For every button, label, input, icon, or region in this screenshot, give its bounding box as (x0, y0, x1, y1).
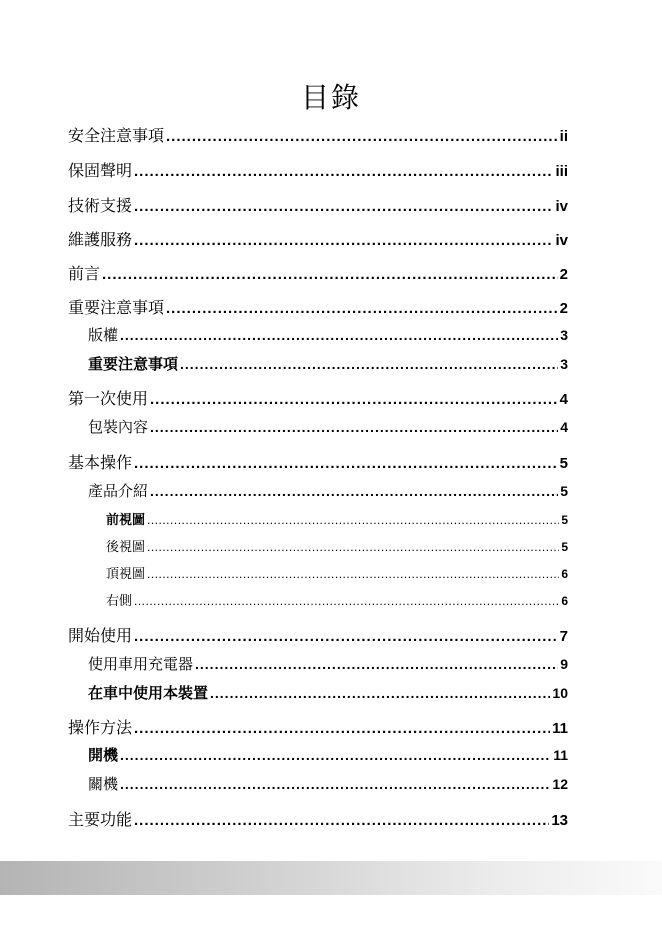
dot-leader (134, 628, 558, 645)
toc-entry[interactable] (68, 590, 568, 609)
toc-entry[interactable] (68, 295, 568, 318)
toc-entry-label: 技術支援 (68, 196, 133, 215)
page-title: 目錄 (300, 81, 361, 114)
toc-entry-label: 在車中使用本裝置 (88, 684, 209, 702)
toc-entry-label: 重要注意事項 (88, 355, 179, 373)
toc-entry[interactable] (68, 536, 568, 555)
dot-leader (134, 198, 553, 215)
toc-entry-page: 5 (559, 455, 568, 472)
toc-entry-page: 6 (561, 567, 568, 581)
toc-entry-page: 5 (561, 513, 568, 527)
dot-leader (147, 567, 559, 581)
toc-entry-page: 2 (559, 300, 568, 317)
toc-entry-label: 重要注意事項 (68, 298, 165, 317)
toc-entry[interactable] (68, 353, 568, 374)
toc-entry-page: 13 (551, 812, 568, 829)
dot-leader (120, 776, 550, 792)
toc-entry-page: 9 (560, 656, 568, 672)
toc-entry[interactable] (68, 744, 568, 765)
toc-entry-page: 7 (559, 628, 568, 645)
toc-entry[interactable] (68, 416, 568, 437)
toc-entry-label: 版權 (88, 326, 119, 344)
toc-entry[interactable] (68, 480, 568, 501)
toc-entry-page: iv (555, 198, 568, 215)
toc-entry-label: 主要功能 (68, 810, 133, 829)
toc-entry-page: 10 (552, 685, 568, 701)
toc-entry[interactable] (68, 450, 568, 473)
toc-entry-page: 3 (560, 327, 568, 343)
toc-entry-page: 6 (561, 594, 568, 608)
toc-entry-label: 操作方法 (68, 718, 133, 737)
toc-entry-label: 產品介紹 (88, 482, 149, 500)
toc-entry[interactable] (68, 324, 568, 345)
toc-entry-label: 包裝內容 (88, 418, 149, 436)
toc-entry-label: 開機 (88, 746, 119, 764)
toc-entry[interactable] (68, 158, 568, 181)
toc-entry-page: ii (559, 128, 568, 145)
dot-leader (134, 163, 553, 180)
toc-entry[interactable] (68, 386, 568, 409)
toc-entry-page: 5 (561, 540, 568, 554)
dot-leader (150, 419, 558, 435)
toc-entry-page: 4 (560, 419, 568, 435)
toc-entry[interactable] (68, 653, 568, 674)
dot-leader (210, 685, 550, 701)
toc-entry-page: iv (555, 232, 568, 249)
toc-entry-page: 4 (559, 391, 568, 408)
dot-leader (150, 483, 558, 499)
toc-entry-label: 維護服務 (68, 230, 133, 249)
toc-entry-page: 11 (553, 747, 568, 763)
dot-leader (134, 720, 550, 737)
dot-leader (134, 812, 549, 829)
dot-leader (134, 455, 558, 472)
toc-entry-page: 2 (559, 266, 568, 283)
dot-leader (134, 232, 553, 249)
toc-entry[interactable] (68, 715, 568, 738)
toc-entry-page: 5 (560, 483, 568, 499)
dot-leader (120, 747, 551, 763)
toc-entry-label: 關機 (88, 775, 119, 793)
toc-entry[interactable] (68, 623, 568, 646)
toc-entry[interactable] (68, 773, 568, 794)
toc-entry-label: 第一次使用 (68, 389, 149, 408)
toc-entry-label: 保固聲明 (68, 161, 133, 180)
toc-entry-page: iii (555, 163, 568, 180)
toc-entry-page: 12 (552, 776, 568, 792)
dot-leader (195, 656, 558, 672)
dot-leader (166, 300, 558, 317)
toc-entry-label: 使用車用充電器 (88, 655, 194, 673)
footer-gradient-bar (0, 861, 662, 895)
toc-entry[interactable] (68, 682, 568, 703)
dot-leader (102, 266, 558, 283)
dot-leader (150, 391, 558, 408)
dot-leader (166, 128, 558, 145)
dot-leader (134, 594, 559, 608)
dot-leader (180, 356, 558, 372)
dot-leader (120, 327, 558, 343)
toc-entry[interactable] (68, 193, 568, 216)
toc-entry[interactable] (68, 261, 568, 284)
toc-entry-label: 開始使用 (68, 626, 133, 645)
toc-entry-page: 3 (560, 356, 568, 372)
toc-entry-label: 前視圖 (106, 513, 146, 528)
toc-entry[interactable] (68, 563, 568, 582)
toc-entry-page: 11 (552, 720, 568, 737)
toc-entry[interactable] (68, 227, 568, 250)
dot-leader (147, 513, 559, 527)
toc-entry-label: 頂視圖 (106, 567, 146, 582)
toc-entry[interactable] (68, 509, 568, 528)
toc-entry-label: 右側 (106, 594, 133, 609)
toc-entry-label: 後視圖 (106, 540, 146, 555)
toc-entry-label: 安全注意事項 (68, 126, 165, 145)
dot-leader (147, 540, 559, 554)
toc-entry-label: 基本操作 (68, 453, 133, 472)
toc-entry-label: 前言 (68, 264, 101, 283)
toc-entry[interactable] (68, 807, 568, 830)
toc-entry[interactable] (68, 123, 568, 146)
